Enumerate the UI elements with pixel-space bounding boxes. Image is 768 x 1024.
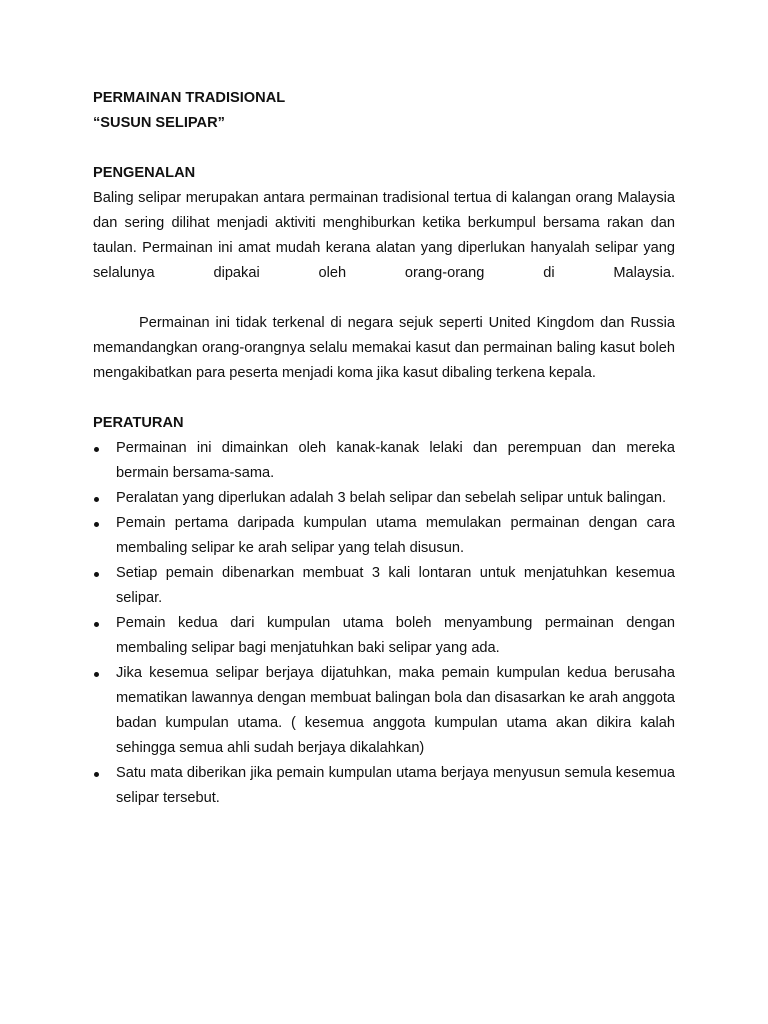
- list-item: [93, 486, 675, 511]
- rule-text: Jika kesemua selipar berjaya dijatuhkan, maka pemain kumpulan kedua berusaha mematikan lawannya dengan membuat balingan bola dan disasarkan ke arah anggota badan kumpulan utama. ( kesemua anggota kumpulan utama akan dikira kalah sehingga semua ahli sudah berjaya dikalahkan): [116, 665, 675, 756]
- bullet-icon: [93, 436, 116, 461]
- bullet-icon: [93, 611, 116, 636]
- spacer: [93, 136, 675, 161]
- list-item: [93, 511, 675, 561]
- spacer: [93, 286, 675, 311]
- introduction-paragraph-2: Permainan ini tidak terkenal di negara sejuk seperti United Kingdom dan Russia memandangkan orang-orangnya selalu memakai kasut dan permainan baling kasut boleh mengakibatkan para peserta menjadi koma jika kasut dibaling terkena kepala.: [93, 315, 675, 381]
- rule-text: Setiap pemain dibenarkan membuat 3 kali lontaran untuk menjatuhkan kesemua selipar.: [116, 565, 675, 606]
- document-title: PERMAINAN TRADISIONAL: [93, 90, 286, 106]
- rule-text: Pemain pertama daripada kumpulan utama memulakan permainan dengan cara membaling selipar ke arah selipar yang telah disusun.: [116, 515, 675, 556]
- introduction-paragraph-1: Baling selipar merupakan antara permainan tradisional tertua di kalangan orang Malaysia dan sering dilihat menjadi aktiviti menghiburkan ketika berkumpul bersama rakan dan taulan. Permainan ini amat mudah kerana alatan yang diperlukan hanyalah selipar yang selalunya dipakai oleh orang-orang di Malaysia.: [93, 190, 675, 281]
- bullet-icon: [93, 511, 116, 536]
- list-item: [93, 611, 675, 661]
- list-item: [93, 436, 675, 486]
- bullet-icon: [93, 661, 116, 686]
- bullet-icon: [93, 486, 116, 511]
- introduction-heading: PENGENALAN: [93, 165, 196, 181]
- rules-list: [93, 436, 675, 811]
- bullet-icon: [93, 761, 116, 786]
- list-item: [93, 761, 675, 811]
- list-item: [93, 661, 675, 761]
- bullet-icon: [93, 561, 116, 586]
- document-page: [93, 86, 675, 811]
- rule-text: Peralatan yang diperlukan adalah 3 belah selipar dan sebelah selipar untuk balingan.: [116, 490, 667, 506]
- rules-heading: PERATURAN: [93, 415, 184, 431]
- spacer: [93, 386, 675, 411]
- rule-text: Pemain kedua dari kumpulan utama boleh menyambung permainan dengan membaling selipar bagi menjatuhkan baki selipar yang ada.: [116, 615, 675, 656]
- rule-text: Satu mata diberikan jika pemain kumpulan utama berjaya menyusun semula kesemua selipar tersebut.: [116, 765, 675, 806]
- list-item: [93, 561, 675, 611]
- document-subtitle: “SUSUN SELIPAR”: [93, 115, 225, 131]
- rule-text: Permainan ini dimainkan oleh kanak-kanak lelaki dan perempuan dan mereka bermain bersama-sama.: [116, 440, 675, 481]
